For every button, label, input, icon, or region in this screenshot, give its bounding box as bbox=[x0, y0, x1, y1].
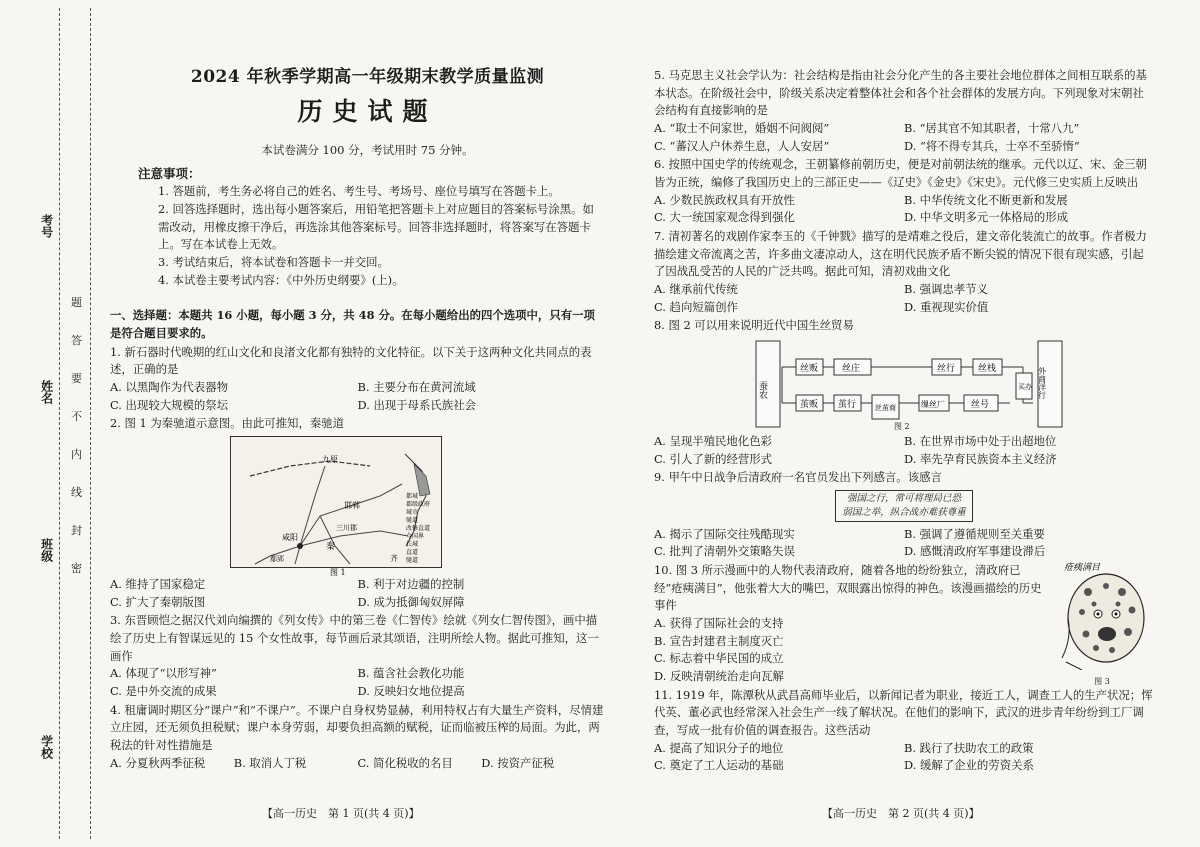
flow-label: 丝栈 bbox=[978, 364, 997, 375]
seal-char: 不 bbox=[71, 410, 82, 423]
question-4 bbox=[110, 702, 605, 773]
flow-label: 丝贩 bbox=[800, 364, 819, 375]
flow-label: 丝庄 bbox=[842, 364, 861, 375]
seal-char: 封 bbox=[71, 524, 82, 537]
question-10 bbox=[654, 562, 1154, 686]
legend-item: 驰道 bbox=[406, 557, 419, 565]
flow-label: 缫丝厂 bbox=[921, 400, 945, 410]
question-8 bbox=[654, 317, 1154, 468]
subject-title: 历史试题 bbox=[297, 97, 438, 127]
option-c: C. 批判了清朝外交策略失误 bbox=[654, 544, 795, 559]
option-c: C. 扩大了秦朝版图 bbox=[110, 594, 206, 609]
flow-label: 蚕农 bbox=[757, 381, 767, 400]
option-d: D. 反映清朝统治走向瓦解 bbox=[654, 669, 784, 683]
option-a: A. 获得了国际社会的支持 bbox=[654, 615, 784, 630]
section-heading: 一、选择题：本题共 16 小题，每小题 3 分，共 48 分。在每小题给出的四个选项中，只有一项是符合题目要求的。 bbox=[110, 308, 595, 340]
question-9 bbox=[654, 469, 1154, 561]
option-c: C. 趋向短篇创作 bbox=[654, 299, 738, 314]
qin-road-map bbox=[230, 436, 442, 576]
capital-marker bbox=[297, 543, 303, 549]
option-a: A. 体现了“以形写神” bbox=[110, 666, 217, 681]
option-d: D. 感慨清政府军事建设滞后 bbox=[904, 544, 1046, 559]
notice-item: 4. 本试卷主要考试内容：《中外历史纲要》(上)。 bbox=[158, 272, 404, 287]
flow-label: 茧贩 bbox=[800, 400, 819, 411]
option-c: C. 出现较大规模的祭坛 bbox=[110, 397, 229, 412]
option-b: B. 利于对边疆的控制 bbox=[357, 577, 465, 592]
legend-item: 城市 bbox=[406, 509, 419, 517]
quote-line: 强国之行，常可将理局已恐 bbox=[846, 493, 961, 505]
place-label: 秦 bbox=[326, 542, 336, 553]
page-right bbox=[654, 66, 1154, 775]
option-b: B. “居其官不知其职者，十常八九” bbox=[904, 121, 1080, 136]
legend-item: 郡级政府 bbox=[406, 501, 431, 509]
legend-item: 今国界 bbox=[406, 533, 425, 541]
score-info: 本试卷满分 100 分，考试用时 75 分钟。 bbox=[261, 143, 474, 158]
legend-item: 驰道 bbox=[406, 517, 419, 525]
place-label: 咸阳 bbox=[282, 533, 298, 543]
cartoon-mouth bbox=[1098, 627, 1116, 641]
place-label: 三川郡 bbox=[336, 524, 357, 533]
legend-item: 都城 bbox=[406, 493, 419, 501]
question-stem: 8. 图 2 可以用来说明近代中国生丝贸易 bbox=[654, 318, 854, 333]
flow-label: 买办 bbox=[1018, 383, 1032, 392]
flow-label: 茧行 bbox=[838, 400, 857, 411]
option-c: C. 是中外交流的成果 bbox=[110, 684, 217, 699]
place-label: 九原 bbox=[322, 455, 338, 465]
notice-item: 1. 答题前，考生务必将自己的姓名、考生号、考场号、座位号填写在答题卡上。 bbox=[158, 184, 560, 199]
option-c: C. 标志着中华民国的成立 bbox=[654, 651, 784, 666]
place-label: 邯郸 bbox=[344, 501, 360, 511]
question-5 bbox=[654, 67, 1154, 155]
figure-1-map bbox=[230, 436, 442, 576]
legend-item: 直道 bbox=[406, 549, 419, 557]
binding-margin bbox=[0, 0, 100, 847]
label-class: 班级 bbox=[39, 538, 54, 562]
option-b: B. 宣告封建君主制度灭亡 bbox=[654, 633, 784, 648]
option-c: C. “蕃汉人户休养生息，人人安居” bbox=[654, 138, 830, 153]
quote-line: 弱国之举，纵合战亦难获尊重 bbox=[842, 506, 966, 518]
option-b: B. 主要分布在黄河流域 bbox=[357, 380, 476, 394]
figure-2-flowchart bbox=[754, 337, 1074, 433]
option-d: D. 中华文明多元一体格局的形成 bbox=[904, 210, 1069, 225]
option-b: B. 中华传统文化不断更新和发展 bbox=[904, 192, 1068, 207]
page-left bbox=[110, 64, 605, 772]
question-11 bbox=[654, 687, 1154, 775]
option-b: B. 在世界市场中处于出超地位 bbox=[904, 434, 1057, 449]
notice-list bbox=[138, 183, 605, 289]
option-d: D. 出现于母系氏族社会 bbox=[357, 397, 476, 412]
notice-heading: 注意事项： bbox=[138, 165, 201, 181]
legend-item: 改修直道 bbox=[406, 525, 431, 533]
flow-label: 丝行 bbox=[937, 364, 956, 375]
figure-caption: 图 3 bbox=[1094, 676, 1110, 686]
seal-char: 答 bbox=[71, 334, 82, 347]
page-footer-right: 【高一历史 第 2 页(共 4 页)】 bbox=[822, 807, 980, 820]
notice-item: 3. 考试结束后，将本试卷和答题卡一并交回。 bbox=[158, 254, 389, 269]
option-c: C. 大一统国家观念得到强化 bbox=[654, 210, 795, 225]
option-d: D. 反映妇女地位提高 bbox=[357, 684, 465, 699]
option-a: A. 少数民族政权具有开放性 bbox=[654, 192, 795, 207]
question-7 bbox=[654, 228, 1154, 316]
exam-title: 2024 年秋季学期高一年级期末教学质量监测 bbox=[190, 67, 545, 87]
seal-char: 要 bbox=[71, 372, 82, 385]
question-stem: 9. 甲午中日战争后清政府一名官员发出下列感言。该感言 bbox=[654, 470, 942, 485]
option-b: B. 强调了遵循规则至关重要 bbox=[904, 526, 1045, 541]
question-3 bbox=[110, 612, 605, 700]
question-stem: 1. 新石器时代晚期的红山文化和良渚文化都有独特的文化特征。以下关于这两种文化共同点的表述，正确的是 bbox=[110, 344, 592, 377]
question-2 bbox=[110, 415, 605, 611]
flow-label: 丝号 bbox=[971, 400, 990, 411]
question-stem: 3. 东晋顾恺之据汉代刘向编撰的《列女传》中的第三卷《仁智传》绘就《列女仁智传图》，画中描绘了历史上有智谋远见的 15 个女性故事，每节画后录其颂语，注明所绘人物。据此可推知，这一画作 bbox=[110, 613, 599, 663]
option-a: A. 呈现半殖民地化色彩 bbox=[654, 434, 772, 449]
quote-box bbox=[835, 490, 973, 522]
option-d: D. 成为抵御匈奴屏障 bbox=[357, 594, 465, 609]
question-1 bbox=[110, 344, 605, 415]
option-d: D. 按资产征税 bbox=[481, 755, 555, 770]
option-a: A. 继承前代传统 bbox=[654, 282, 738, 297]
place-label: 齐 bbox=[390, 554, 398, 564]
option-d: D. “将不得专其兵，士卒不至骄惰” bbox=[904, 138, 1080, 153]
option-c: C. 简化税收的名目 bbox=[357, 755, 453, 770]
svg-text:疮痍满目: 疮痍满目 bbox=[1064, 562, 1101, 573]
silk-trade-flow bbox=[754, 337, 1074, 433]
option-c: C. 引人了新的经营形式 bbox=[654, 451, 773, 466]
option-a: A. 提高了知识分子的地位 bbox=[654, 740, 784, 755]
question-6 bbox=[654, 156, 1154, 227]
option-c: C. 奠定了工人运动的基础 bbox=[654, 758, 784, 773]
option-d: D. 重视现实价值 bbox=[904, 299, 989, 314]
option-a: A. 以黑陶作为代表器物 bbox=[110, 380, 228, 394]
page-footer-left: 【高一历史 第 1 页(共 4 页)】 bbox=[262, 807, 420, 820]
question-stem: 7. 清初著名的戏剧作家李玉的《千钟戮》描写的是靖难之役后，建文帝化装流亡的故事。作者极力描绘建文帝流离之苦，许多曲文凄凉动人，这在明代民族矛盾不断尖锐的情况下很有现实感，引起了因战乱受苦的人民的广泛共鸣。据此可知，清初戏曲文化 bbox=[654, 229, 1147, 279]
seal-char: 密 bbox=[71, 562, 82, 575]
figure-3-cartoon bbox=[1052, 558, 1152, 686]
question-stem: 4. 租庸调时期区分“课户”和“不课户”。不课户自身权势显赫，利用特权占有大量生产资料，尽情建立庄园，还无须负担税赋；课户本身劳弱，却要负担高额的赋税，证而临被压榨的局面。为此，两税法的针对性措施是 bbox=[110, 702, 604, 753]
seal-char: 题 bbox=[71, 296, 82, 309]
place-label: 鄢郢 bbox=[270, 555, 284, 564]
flow-label: 外商洋行 bbox=[1037, 367, 1047, 400]
label-school: 学校 bbox=[39, 735, 54, 759]
seal-char: 线 bbox=[71, 486, 82, 499]
legend-item: 长城 bbox=[406, 541, 419, 549]
figure-caption: 图 2 bbox=[894, 422, 910, 432]
option-a: A. “取士不问家世，婚姻不问阀阅” bbox=[654, 121, 830, 136]
question-stem: 11. 1919 年，陈潭秋从武昌高师毕业后，以新闻记者为职业，接近工人，调查工人的生产状况；恽代英、董必武也经常深入社会生产一线了解状况。在他们的影响下，武汉的进步青年纷纷到工厂调查，写成一批有价值的调查报告。这些活动 bbox=[654, 687, 1153, 738]
label-exam-number: 考号 bbox=[39, 214, 54, 238]
option-b: B. 取消人丁税 bbox=[233, 755, 307, 770]
figure-caption: 图 1 bbox=[330, 568, 346, 577]
flow-label: 丝茧商 bbox=[875, 404, 896, 413]
cartoon-drawing bbox=[1052, 558, 1152, 670]
label-name: 姓名 bbox=[39, 380, 54, 404]
seal-line bbox=[59, 8, 60, 839]
notice-item: 2. 回答选择题时，选出每小题答案后，用铅笔把答题卡上对应题目的答案标号涂黑。如需改动，用橡皮擦干净后，再选涂其他答案标号。回答非选择题时，将答案写在答题卡上。写在本试卷上无效。 bbox=[158, 201, 594, 252]
question-stem: 6. 按照中国史学的传统观念，王朝纂修前朝历史，便是对前朝法统的继承。元代以辽、宋、金三朝皆为正统，编修了我国历史上的三部正史——《辽史》《金史》《宋史》。元代修三史实质上反映出 bbox=[654, 157, 1147, 190]
option-a: A. 揭示了国际交往残酷现实 bbox=[654, 526, 795, 541]
option-d: D. 缓解了企业的劳资关系 bbox=[904, 758, 1034, 773]
option-b: B. 蕴含社会教化功能 bbox=[357, 666, 465, 681]
option-a: A. 维持了国家稳定 bbox=[110, 577, 206, 592]
option-a: A. 分夏秋两季征税 bbox=[110, 755, 206, 770]
option-b: B. 践行了扶助农工的政策 bbox=[904, 740, 1034, 755]
option-b: B. 强调忠孝节义 bbox=[904, 282, 988, 297]
question-stem: 2. 图 1 为秦驰道示意图。由此可推知，秦驰道 bbox=[110, 416, 345, 431]
seal-line-2 bbox=[90, 8, 91, 839]
question-stem: 10. 图 3 所示漫画中的人物代表清政府，随着各地的纷纷独立，清政府已经“疮痍满目”，他张着大大的嘴巴，双眼露出惊得的神色。该漫画描绘的历史事件 bbox=[654, 562, 1042, 613]
seal-char: 内 bbox=[71, 448, 82, 461]
option-d: D. 率先孕育民族资本主义经济 bbox=[904, 451, 1057, 466]
question-stem: 5. 马克思主义社会学认为：社会结构是指由社会分化产生的各主要社会地位群体之间相互联系的基本状态。在阶级社会中，阶级关系决定着整体社会和各个社会群体的发展方向。下列现象对宋朝社会结构有直接影响的是 bbox=[654, 68, 1147, 118]
